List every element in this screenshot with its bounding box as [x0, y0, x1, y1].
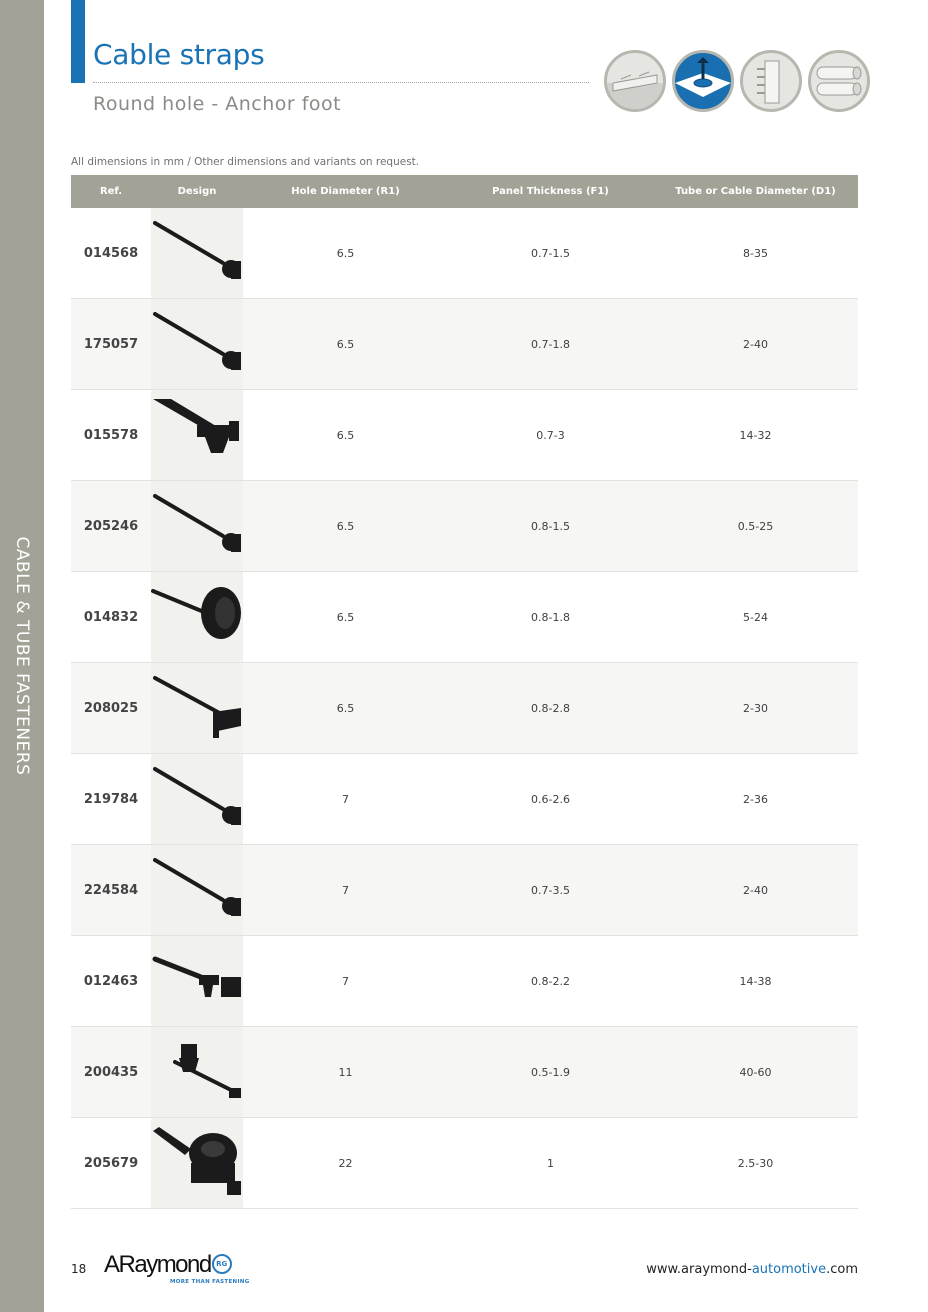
round-hole-icon — [672, 50, 734, 112]
tube-diameter-cell: 0.5-25 — [653, 481, 858, 572]
ref-cell: 014568 — [71, 208, 151, 299]
ref-cell: 208025 — [71, 663, 151, 754]
title-divider — [93, 82, 589, 83]
tube-diameter-cell: 2-30 — [653, 663, 858, 754]
hole-diameter-cell: 7 — [243, 754, 448, 845]
panel-thickness-cell: 0.6-2.6 — [448, 754, 653, 845]
panel-thickness-cell: 1 — [448, 1118, 653, 1209]
cable-strap-icon — [151, 668, 243, 746]
table-header-row — [71, 175, 858, 208]
table-row — [71, 390, 858, 481]
ref-cell: 200435 — [71, 1027, 151, 1118]
table-row — [71, 754, 858, 845]
logo-tagline: MORE THAN FASTENING — [170, 1279, 250, 1285]
ref-cell: 175057 — [71, 299, 151, 390]
design-cell — [151, 481, 243, 572]
table-row — [71, 663, 858, 754]
ref-cell: 014832 — [71, 572, 151, 663]
hole-diameter-cell: 11 — [243, 1027, 448, 1118]
table-row — [71, 1118, 858, 1209]
tube-diameter-cell: 2-40 — [653, 845, 858, 936]
table-row — [71, 208, 858, 299]
design-cell — [151, 299, 243, 390]
design-cell — [151, 572, 243, 663]
cable-strap-icon — [151, 213, 243, 291]
cable-strap-icon — [151, 577, 243, 655]
section-label: CABLE & TUBE FASTENERS — [12, 536, 32, 776]
table-row — [71, 481, 858, 572]
column-header-tube-diameter: Tube or Cable Diameter (D1) — [653, 175, 858, 208]
website-url — [646, 1262, 858, 1277]
panel-thickness-cell: 0.8-2.8 — [448, 663, 653, 754]
hole-diameter-cell: 7 — [243, 845, 448, 936]
hole-diameter-cell: 6.5 — [243, 390, 448, 481]
ref-cell: 012463 — [71, 936, 151, 1027]
design-cell — [151, 663, 243, 754]
cable-strap-icon — [151, 1123, 243, 1201]
tube-diameter-cell: 14-32 — [653, 390, 858, 481]
cable-strap-icon — [151, 1032, 243, 1110]
hole-diameter-cell: 6.5 — [243, 663, 448, 754]
page-subtitle: Round hole - Anchor foot — [93, 93, 342, 115]
design-cell — [151, 390, 243, 481]
hole-diameter-cell: 6.5 — [243, 299, 448, 390]
cable-strap-icon — [151, 304, 243, 382]
page-title: Cable straps — [93, 38, 265, 71]
ref-cell: 224584 — [71, 845, 151, 936]
tube-diameter-cell: 2.5-30 — [653, 1118, 858, 1209]
column-header-design: Design — [151, 175, 243, 208]
panel-thickness-cell: 0.7-1.8 — [448, 299, 653, 390]
tube-bundle-icon — [808, 50, 870, 112]
panel-thickness-cell: 0.8-1.5 — [448, 481, 653, 572]
page-number: 18 — [71, 1262, 87, 1276]
tube-diameter-cell: 8-35 — [653, 208, 858, 299]
ref-cell: 205679 — [71, 1118, 151, 1209]
ref-cell: 205246 — [71, 481, 151, 572]
panel-thickness-cell: 0.7-3 — [448, 390, 653, 481]
design-cell — [151, 754, 243, 845]
cable-strap-icon — [151, 486, 243, 564]
url-suffix: .com — [826, 1262, 858, 1277]
surface-mount-icon — [604, 50, 666, 112]
cable-strap-icon — [151, 941, 243, 1019]
table-row — [71, 936, 858, 1027]
tube-diameter-cell: 2-36 — [653, 754, 858, 845]
ref-cell: 219784 — [71, 754, 151, 845]
logo-badge-icon: RG — [212, 1254, 232, 1274]
column-header-hole-diameter: Hole Diameter (R1) — [243, 175, 448, 208]
cable-strap-icon — [151, 759, 243, 837]
panel-thickness-cell: 0.7-1.5 — [448, 208, 653, 299]
table-row — [71, 845, 858, 936]
dimensions-note: All dimensions in mm / Other dimensions and variants on request. — [71, 156, 420, 168]
araymond-logo — [104, 1251, 250, 1285]
panel-thickness-cell: 0.8-2.2 — [448, 936, 653, 1027]
hole-diameter-cell: 7 — [243, 936, 448, 1027]
column-header-ref: Ref. — [71, 175, 151, 208]
panel-thickness-cell: 0.5-1.9 — [448, 1027, 653, 1118]
title-accent-bar — [71, 0, 85, 83]
hole-diameter-cell: 6.5 — [243, 481, 448, 572]
hole-diameter-cell: 6.5 — [243, 208, 448, 299]
panel-thickness-cell: 0.8-1.8 — [448, 572, 653, 663]
design-cell — [151, 208, 243, 299]
cable-strap-icon — [151, 395, 243, 473]
url-highlight: automotive — [751, 1262, 827, 1277]
panel-thickness-cell: 0.7-3.5 — [448, 845, 653, 936]
table-row — [71, 1027, 858, 1118]
url-prefix: www.araymond- — [646, 1262, 752, 1277]
hole-diameter-cell: 6.5 — [243, 572, 448, 663]
edge-clip-icon — [740, 50, 802, 112]
hole-diameter-cell: 22 — [243, 1118, 448, 1209]
column-header-panel-thickness: Panel Thickness (F1) — [448, 175, 653, 208]
table-row — [71, 299, 858, 390]
design-cell — [151, 936, 243, 1027]
logo-wordmark: ARaymond — [104, 1251, 211, 1278]
tube-diameter-cell: 40-60 — [653, 1027, 858, 1118]
design-cell — [151, 1027, 243, 1118]
design-cell — [151, 845, 243, 936]
table-row — [71, 572, 858, 663]
tube-diameter-cell: 14-38 — [653, 936, 858, 1027]
tube-diameter-cell: 5-24 — [653, 572, 858, 663]
cable-strap-icon — [151, 850, 243, 928]
tube-diameter-cell: 2-40 — [653, 299, 858, 390]
product-table — [71, 175, 858, 1209]
category-icons — [604, 50, 870, 112]
ref-cell: 015578 — [71, 390, 151, 481]
design-cell — [151, 1118, 243, 1209]
